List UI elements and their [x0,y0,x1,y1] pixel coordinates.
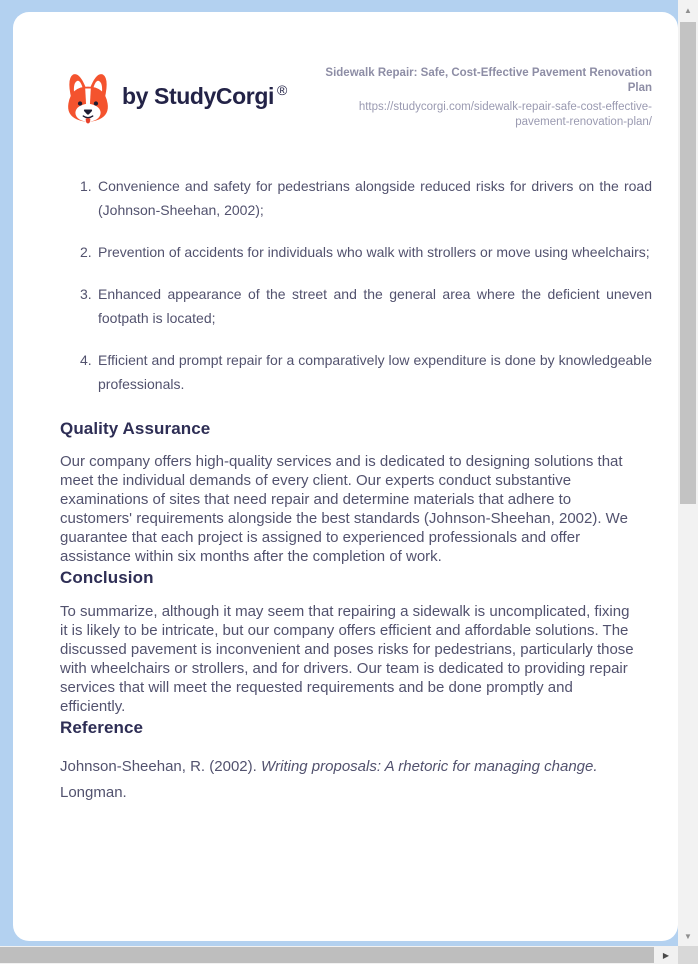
list-item-text: Enhanced appearance of the street and the general area where the deficient uneven footpath is located; [98,286,652,326]
list-item-number: 4. [80,352,92,368]
quality-assurance-paragraph: Our company offers high-quality services and is dedicated to designing solutions that meet the individual demands of every client. Our experts conduct substantive examinations of sites that need repair and determine materials that adhere to customers' requirements alongside the best standards (Johnson-Sheehan, 2002). We guarantee that each project is assigned to experienced professionals and offer assistance within six months after the completion of work. [60,453,628,565]
list-item-number: 3. [80,286,92,302]
document-meta [316,60,652,130]
list-item-number: 1. [80,178,92,194]
studycorgi-brand [60,68,287,124]
reference-citation [60,754,637,806]
logo-wordmark: by StudyCorgi ® [122,82,287,109]
list-item-text: Convenience and safety for pedestrians alongside reduced risks for drivers on the road (Johnson-Sheehan, 2002); [98,178,652,218]
numbered-list [80,174,652,396]
scrollbar-corner [678,946,698,964]
list-item [80,348,652,396]
registered-trademark: ® [276,82,287,98]
vertical-scrollbar[interactable] [678,0,698,946]
document-header [60,60,652,130]
scroll-down-icon[interactable]: ▼ [684,931,692,941]
quality-assurance-heading: Quality Assurance [60,419,211,438]
conclusion-heading: Conclusion [60,568,154,587]
horizontal-scrollbar[interactable] [0,946,678,964]
conclusion-paragraph: To summarize, although it may seem that repairing a sidewalk is uncomplicated, fixing it is likely to be intricate, but our company offers efficient and affordable solutions. The discussed pavement is inconvenient and poses risks for pedestrians, particularly those with wheelchairs or strollers, and for drivers. Our team is dedicated to providing repair services that will meet the requested requirements and be done promptly and efficiently. [60,603,634,715]
list-item [80,240,652,264]
list-item [80,282,652,330]
list-item-text: Efficient and prompt repair for a comparatively low expenditure is done by knowledgeable professionals. [98,352,652,392]
document-title: Sidewalk Repair: Safe, Cost-Effective Pavement Renovation Plan [325,67,652,94]
scroll-up-icon[interactable]: ▲ [684,5,692,15]
horizontal-scrollbar-thumb[interactable] [0,947,654,963]
reference-heading: Reference [60,718,144,737]
citation-title: Writing proposals: A rhetoric for managing change. [260,758,598,775]
corgi-logo-icon [60,68,116,124]
list-item-text: Prevention of accidents for individuals who walk with strollers or move using wheelchairs; [98,244,650,260]
document-page [13,12,678,941]
list-item-number: 2. [80,244,92,260]
list-item [80,174,652,222]
document-url: https://studycorgi.com/sidewalk-repair-safe-cost-effective-pavement-renovation-plan/ [358,101,652,128]
vertical-scrollbar-thumb[interactable] [680,22,696,504]
scroll-right-icon[interactable]: ▶ [662,950,670,960]
citation-authors: Johnson-Sheehan, R. (2002). [60,758,261,775]
citation-publisher: Longman. [60,784,127,801]
